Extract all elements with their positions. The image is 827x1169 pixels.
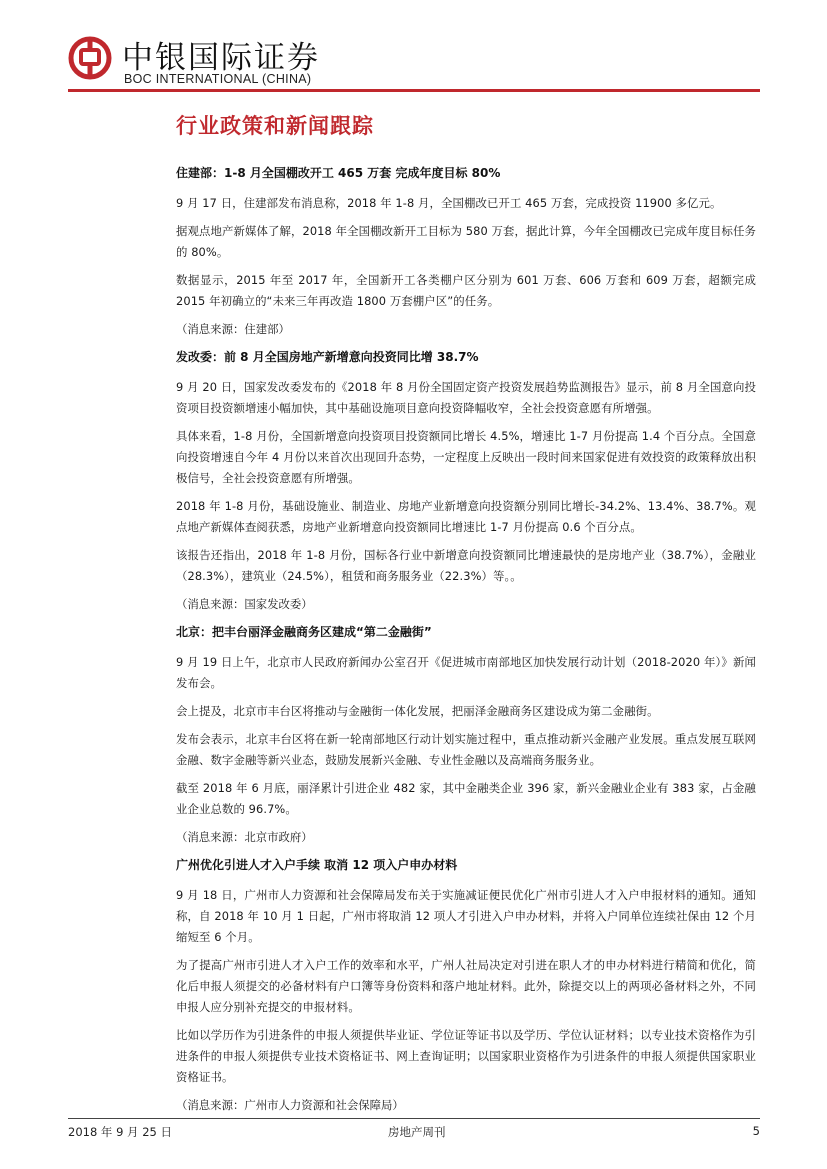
news-paragraph: 为了提高广州市引进人才入户工作的效率和水平，广州人社局决定对引进在职人才的申办材料进行精简和优化，简化后申报人须提交的必备材料有户口簿等身份资料和落户地址材料。此外，除提交以上的两项必备材料之外，不同申报人应分别补充提交的申报材料。: [176, 958, 756, 1014]
news-item: [176, 623, 756, 848]
brand-name-en: BOC INTERNATIONAL (CHINA): [124, 72, 312, 86]
news-item: [176, 348, 756, 615]
news-paragraph: 数据显示，2015 年至 2017 年，全国新开工各类棚户区分别为 601 万套、606 万套和 609 万套，超额完成 2015 年初确立的“未来三年再改造 1800 万套棚户区”的任务。: [176, 273, 756, 308]
news-source: （消息来源：北京市政府）: [176, 830, 313, 844]
boc-logo-icon: [68, 36, 112, 80]
news-paragraph: 9 月 17 日，住建部发布消息称，2018 年 1-8 月，全国棚改已开工 465 万套，完成投资 11900 多亿元。: [176, 196, 722, 210]
brand-name-cn: 中银国际证券: [122, 40, 320, 76]
news-paragraph: 具体来看，1-8 月份，全国新增意向投资项目投资额同比增长 4.5%，增速比 1-7 月份提高 1.4 个百分点。全国意向投资增速自今年 4 月份以来首次出现回升态势，一定程度上反映出一段时间来国家促进有效投资的政策释放出积极信号，全社会投资意愿有所增强。: [176, 429, 756, 485]
header-divider: [68, 89, 760, 92]
news-source: （消息来源：住建部）: [176, 322, 290, 336]
news-paragraph: 该报告还指出，2018 年 1-8 月份，国标各行业中新增意向投资额同比增速最快的是房地产业（38.7%），金融业（28.3%），建筑业（24.5%），租赁和商务服务业（22.3%）等。。: [176, 548, 756, 583]
news-paragraph: 发布会表示，北京丰台区将在新一轮南部地区行动计划实施过程中，重点推动新兴金融产业发展。重点发展互联网金融、数字金融等新兴业态，鼓励发展新兴金融、专业性金融以及高端商务服务业。: [176, 732, 756, 767]
news-paragraph: 9 月 19 日上午，北京市人民政府新闻办公室召开《促进城市南部地区加快发展行动计划（2018-2020 年）》新闻发布会。: [176, 655, 756, 690]
news-paragraph: 会上提及，北京市丰台区将推动与金融街一体化发展，把丽泽金融商务区建设成为第二金融街。: [176, 704, 659, 718]
page-footer: [68, 1124, 760, 1142]
footer-date: 2018 年 9 月 25 日: [68, 1125, 172, 1139]
news-paragraph: 据观点地产新媒体了解，2018 年全国棚改新开工目标为 580 万套，据此计算，今年全国棚改已完成年度目标任务的 80%。: [176, 224, 756, 259]
news-title: 住建部：1-8 月全国棚改开工 465 万套 完成年度目标 80%: [176, 166, 501, 180]
page-header: [68, 30, 760, 90]
news-source: （消息来源：国家发改委）: [176, 597, 313, 611]
page-number: 5: [752, 1124, 760, 1138]
news-paragraph: 9 月 18 日，广州市人力资源和社会保障局发布关于实施减证便民优化广州市引进人才入户申报材料的通知。通知称，自 2018 年 10 月 1 日起，广州市将取消 12 项人才引进入户申办材料，并将入户同单位连续社保由 12 个月缩短至 6 个月。: [176, 888, 756, 944]
news-title: 北京：把丰台丽泽金融商务区建成“第二金融街”: [176, 625, 432, 639]
news-item: [176, 164, 756, 340]
news-title: 发改委：前 8 月全国房地产新增意向投资同比增 38.7%: [176, 350, 479, 364]
news-title: 广州优化引进人才入户手续 取消 12 项入户申办材料: [176, 858, 458, 872]
news-paragraph: 2018 年 1-8 月份，基础设施业、制造业、房地产业新增意向投资额分别同比增长-34.2%、13.4%、38.7%。观点地产新媒体查阅获悉，房地产业新增意向投资额同比增速比 1-7 月份提高 0.6 个百分点。: [176, 499, 756, 534]
news-paragraph: 比如以学历作为引进条件的申报人须提供毕业证、学位证等证书以及学历、学位认证材料；以专业技术资格作为引进条件的申报人须提供专业技术资格证书、网上查询证明；以国家职业资格作为引进条件的申报人须提供国家职业资格证书。: [176, 1028, 756, 1084]
news-source: （消息来源：广州市人力资源和社会保障局）: [176, 1098, 404, 1112]
footer-divider: [68, 1118, 760, 1119]
main-content: [176, 110, 756, 1124]
news-item: [176, 856, 756, 1116]
section-title: 行业政策和新闻跟踪: [176, 113, 374, 138]
footer-publication: 房地产周刊: [388, 1125, 446, 1139]
news-paragraph: 截至 2018 年 6 月底，丽泽累计引进企业 482 家，其中金融类企业 396 家，新兴金融业企业有 383 家，占金融业企业总数的 96.7%。: [176, 781, 756, 816]
news-paragraph: 9 月 20 日，国家发改委发布的《2018 年 8 月份全国固定资产投资发展趋势监测报告》显示，前 8 月全国意向投资项目投资额增速小幅加快，其中基础设施项目意向投资降幅收窄，全社会投资意愿有所增强。: [176, 380, 756, 415]
